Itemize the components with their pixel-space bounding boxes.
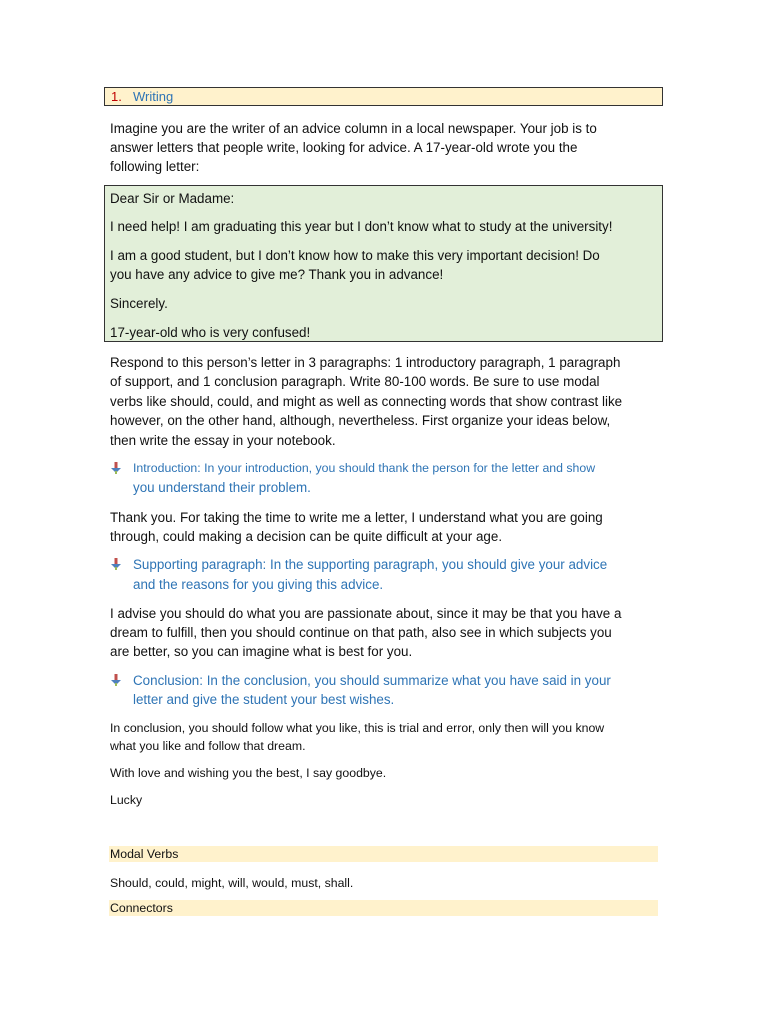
bullet-arrow-icon (110, 558, 122, 570)
connectors-heading (109, 900, 658, 916)
instruction-line: verbs like should, could, and might as well as connecting words that show contrast like (110, 394, 623, 409)
bullet-arrow-icon (110, 462, 122, 474)
instruction-line: however, on the other hand, although, nevertheless. First organize your ideas below, (110, 413, 611, 428)
instruction-line: then write the essay in your notebook. (110, 433, 336, 448)
answer-signature: Lucky (110, 793, 143, 807)
instruction-line: Respond to this person’s letter in 3 paragraphs: 1 introductory paragraph, 1 paragraph (110, 355, 621, 370)
prompt-conclusion-line: letter and give the student your best wishes. (133, 692, 395, 707)
modal-verbs-heading-label: Modal Verbs (110, 847, 179, 861)
answer-supporting-line: I advise you should do what you are passionate about, since it may be that you have a (110, 606, 622, 621)
letter-line: I am a good student, but I don’t know how to make this very important decision! Do (110, 248, 600, 263)
letter-signature: 17-year-old who is very confused! (110, 325, 311, 340)
intro-line: answer letters that people write, looking for advice. A 17-year-old wrote you the (110, 140, 578, 155)
answer-introduction-line: Thank you. For taking the time to write me a letter, I understand what you are going (110, 510, 603, 525)
answer-introduction-line: through, could making a decision can be quite difficult at your age. (110, 529, 503, 544)
answer-supporting-line: are better, so you can imagine what is best for you. (110, 644, 413, 659)
letter-greeting: Dear Sir or Madame: (110, 191, 235, 206)
intro-line: following letter: (110, 159, 200, 174)
answer-farewell: With love and wishing you the best, I say goodbye. (110, 766, 387, 780)
section-heading (104, 87, 663, 106)
modal-verbs-heading (109, 846, 658, 862)
prompt-introduction-line: you understand their problem. (133, 480, 311, 495)
prompt-supporting-line: Supporting paragraph: In the supporting paragraph, you should give your advice (133, 557, 608, 572)
intro-line: Imagine you are the writer of an advice column in a local newspaper. Your job is to (110, 121, 597, 136)
letter-line: you have any advice to give me? Thank you in advance! (110, 267, 444, 282)
answer-conclusion-line: In conclusion, you should follow what you like, this is trial and error, only then will you know (110, 721, 605, 735)
letter-box (104, 185, 663, 342)
letter-line: I need help! I am graduating this year but I don’t know what to study at the university! (110, 219, 613, 234)
prompt-introduction-line: Introduction: In your introduction, you should thank the person for the letter and show (133, 461, 596, 475)
bullet-arrow-icon (110, 674, 122, 686)
prompt-supporting-line: and the reasons for you giving this advice. (133, 577, 384, 592)
answer-supporting-line: dream to fulfill, then you should continue on that path, also see in which subjects you (110, 625, 612, 640)
answer-conclusion-line: what you like and follow that dream. (110, 739, 306, 753)
instruction-line: of support, and 1 conclusion paragraph. Write 80-100 words. Be sure to use modal (110, 374, 600, 389)
section-number: 1. (111, 89, 122, 104)
prompt-conclusion-line: Conclusion: In the conclusion, you should summarize what you have said in your (133, 673, 611, 688)
modal-verbs-list: Should, could, might, will, would, must, shall. (110, 876, 354, 890)
connectors-heading-label: Connectors (110, 901, 173, 915)
letter-closing: Sincerely. (110, 296, 168, 311)
section-title: Writing (133, 89, 174, 104)
